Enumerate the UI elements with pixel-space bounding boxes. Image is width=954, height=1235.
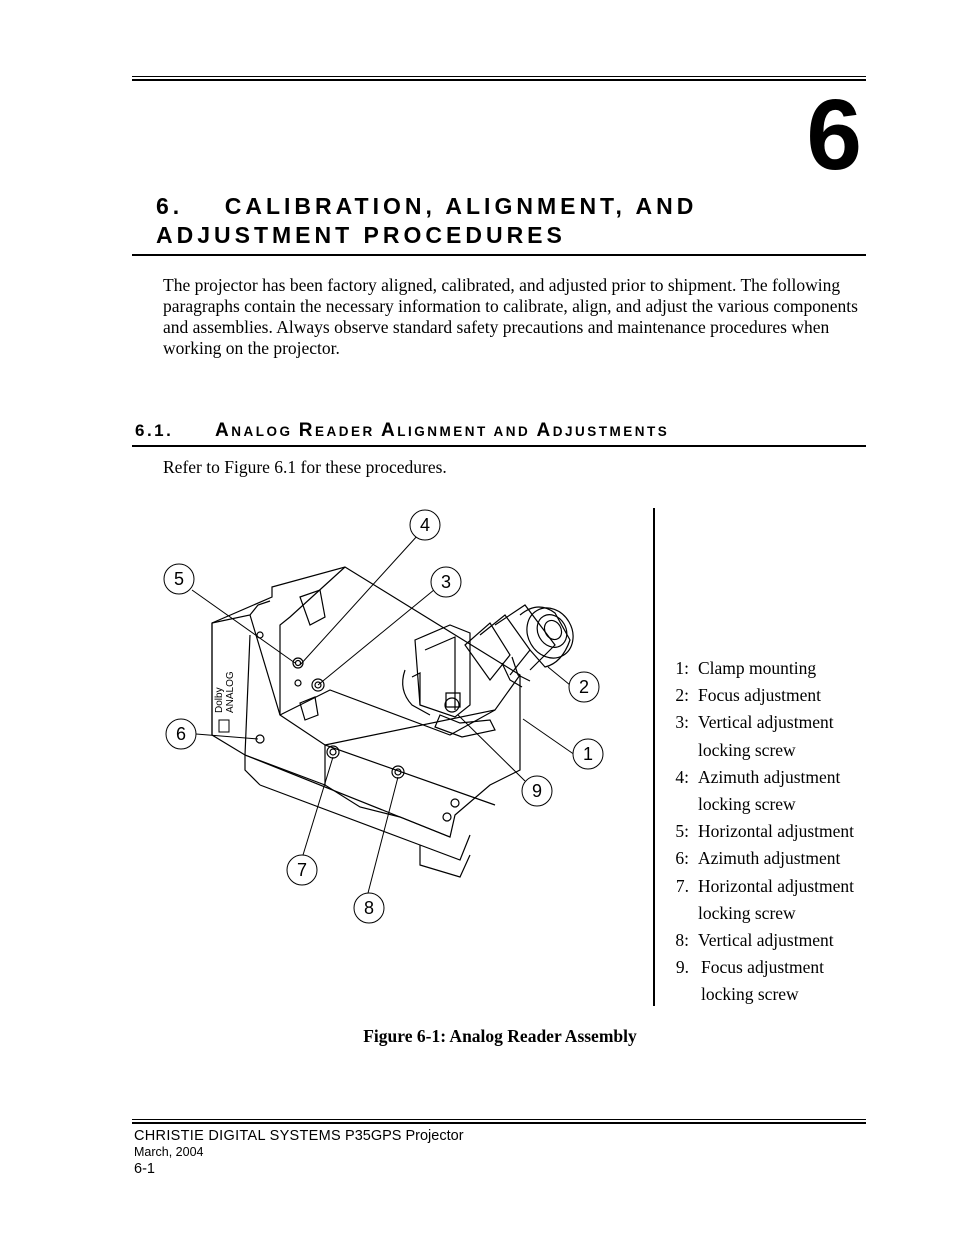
top-double-rule xyxy=(132,76,866,81)
chapter-title-line1: 6. CALIBRATION, ALIGNMENT, AND xyxy=(156,193,698,219)
legend-number xyxy=(665,737,689,764)
legend-number: 2: xyxy=(675,685,689,706)
section-title-rest: NALOG xyxy=(231,424,299,439)
legend-number: 7. xyxy=(675,875,689,896)
legend-item xyxy=(665,873,854,900)
legend-item xyxy=(665,981,854,1008)
legend-divider xyxy=(653,508,655,1006)
logo-text-line2: ANALOG xyxy=(225,671,236,713)
legend-text: Horizontal adjustment xyxy=(698,875,855,896)
chapter-title xyxy=(156,192,697,250)
legend-number: 4: xyxy=(675,766,689,787)
legend-number xyxy=(665,900,689,927)
callout-5: 5 xyxy=(173,569,185,589)
section-title-cap: A xyxy=(215,420,232,441)
callout-6: 6 xyxy=(175,724,187,744)
dolby-logo-icon xyxy=(219,720,229,732)
callout-7: 7 xyxy=(296,860,308,880)
legend-text: Horizontal adjustment xyxy=(698,821,855,842)
legend-text: Focus adjustment xyxy=(701,957,824,978)
footer-company xyxy=(134,1128,464,1144)
legend-item xyxy=(665,682,854,709)
callout-3: 3 xyxy=(440,572,452,592)
legend-item xyxy=(665,927,854,954)
callout-4: 4 xyxy=(419,515,431,535)
callout-2: 2 xyxy=(578,677,590,697)
legend-number: 5: xyxy=(675,821,689,842)
section-title-rest: DJUSTMENTS xyxy=(552,424,670,439)
chapter-number: 6 xyxy=(806,79,862,191)
legend-item xyxy=(665,655,854,682)
footer-double-rule xyxy=(132,1119,866,1124)
section-title-rest: LIGNMENT AND xyxy=(397,424,537,439)
section-heading-rule xyxy=(132,445,866,447)
footer-brand: CHRISTIE DIGITAL SYSTEMS xyxy=(134,1128,342,1144)
legend-item xyxy=(665,818,854,845)
legend-item xyxy=(665,954,854,981)
refer-text: Refer to Figure 6.1 for these procedures. xyxy=(163,457,447,477)
legend-text: Vertical adjustment xyxy=(698,930,834,951)
legend-text: Vertical adjustment xyxy=(698,712,834,733)
figure-legend xyxy=(665,655,854,1009)
legend-number: 9. xyxy=(675,957,689,978)
chapter-title-line2: ADJUSTMENT PROCEDURES xyxy=(156,222,566,248)
legend-number xyxy=(665,981,689,1008)
figure-caption: Figure 6-1: Analog Reader Assembly xyxy=(363,1026,637,1046)
section-title-text xyxy=(215,421,669,440)
section-title-cap: R xyxy=(298,420,315,441)
footer-product: P35GPS Projector xyxy=(345,1128,464,1144)
legend-item xyxy=(665,709,854,736)
legend-number: 6: xyxy=(675,848,689,869)
legend-item xyxy=(665,845,854,872)
callout-1: 1 xyxy=(582,744,594,764)
legend-item xyxy=(665,764,854,791)
legend-text: Azimuth adjustment xyxy=(698,848,841,869)
legend-item xyxy=(665,900,854,927)
callout-9: 9 xyxy=(531,781,543,801)
intro-paragraph: The projector has been factory aligned, calibrated, and adjusted prior to shipment. The following paragraphs contain the necessary information to calibrate, align, and adjust the various components and assemblies. Always observe standard safety precautions and maintenance procedures when working on the projector. xyxy=(163,275,858,358)
legend-text: Clamp mounting xyxy=(698,658,817,678)
legend-text: locking screw xyxy=(698,739,796,760)
legend-number: 1: xyxy=(675,658,689,678)
legend-item xyxy=(665,737,854,764)
callout-8: 8 xyxy=(363,898,375,918)
section-number: 6.1. xyxy=(135,421,174,440)
legend-item xyxy=(665,791,854,818)
legend-text: Azimuth adjustment xyxy=(698,766,841,787)
section-title-rest: EADER xyxy=(314,424,381,439)
legend-text: locking screw xyxy=(698,794,796,815)
legend-text: locking screw xyxy=(698,902,796,923)
chapter-title-rule xyxy=(132,254,866,256)
section-title-cap: A xyxy=(380,420,398,441)
analog-reader-drawing xyxy=(150,505,620,925)
section-title-cap: A xyxy=(536,420,553,441)
footer-date: March, 2004 xyxy=(134,1145,204,1159)
section-heading xyxy=(135,420,669,442)
legend-number xyxy=(665,791,689,818)
legend-text: Focus adjustment xyxy=(698,685,821,706)
legend-text: locking screw xyxy=(701,984,799,1005)
logo-text-line1: Dolby xyxy=(214,687,225,713)
legend-number: 8: xyxy=(675,930,689,951)
legend-number: 3: xyxy=(675,712,689,733)
footer-page-number: 6-1 xyxy=(134,1161,155,1177)
